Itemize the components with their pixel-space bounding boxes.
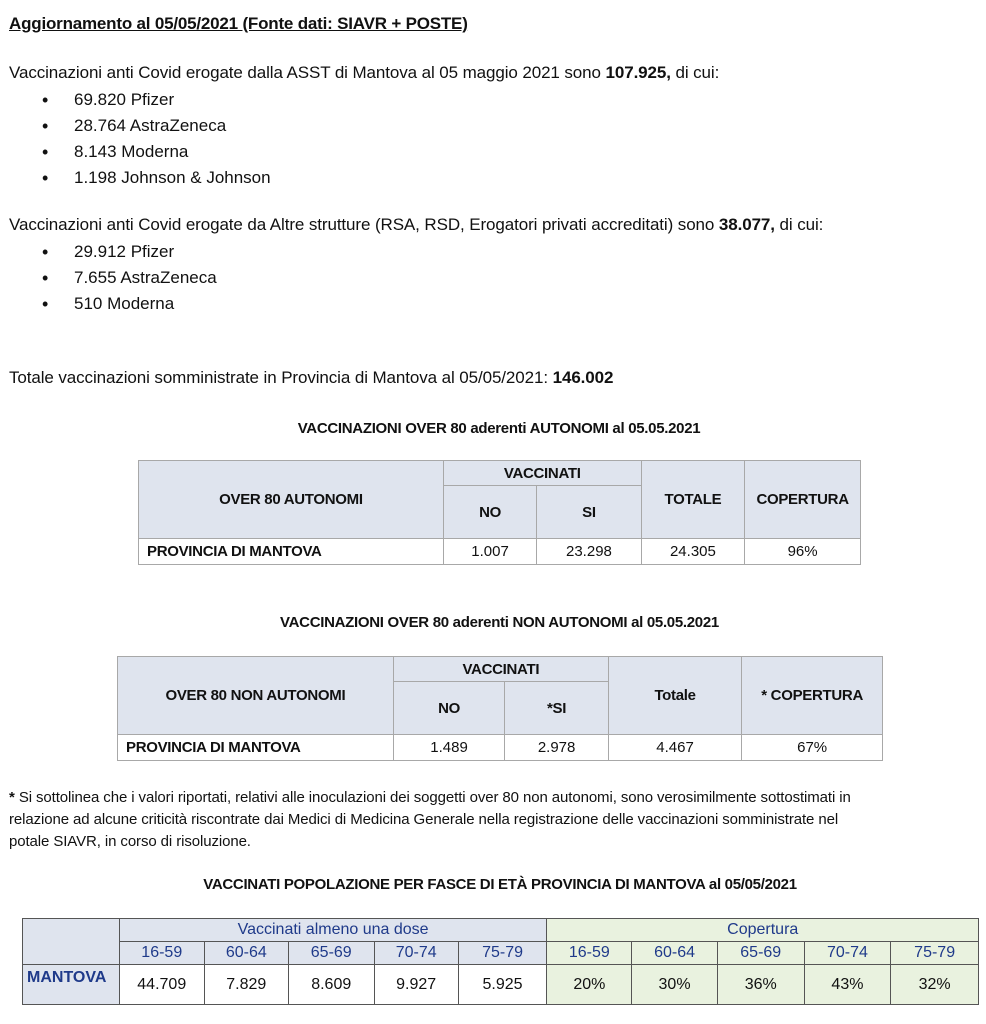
- table3-copertura-value: 30%: [632, 965, 718, 1005]
- table3-vaccinati-value: 5.925: [458, 965, 547, 1005]
- asst-total: 107.925,: [605, 63, 671, 82]
- footnote-line-3: potale SIAVR, in corso di risoluzione.: [9, 833, 251, 850]
- table1-si-value: 23.298: [537, 539, 641, 565]
- altre-text: Vaccinazioni anti Covid erogate da Altre strutture (RSA, RSD, Erogatori privati accreditati) sono: [9, 215, 719, 234]
- table3-age-header: 16-59: [547, 942, 632, 965]
- table3-vaccinati-value: 7.829: [204, 965, 288, 1005]
- table1-no-value: 1.007: [443, 539, 536, 565]
- table2-si-header: *SI: [505, 682, 609, 735]
- table3-age-header: 75-79: [458, 942, 547, 965]
- table1-copertura-value: 96%: [745, 539, 861, 565]
- table2-totale-value: 4.467: [608, 735, 741, 761]
- table2-group-vaccinati: VACCINATI: [393, 657, 608, 682]
- table3-group-vaccinati: Vaccinati almeno una dose: [119, 919, 547, 942]
- totale-value: 146.002: [552, 368, 614, 387]
- totale-text: Totale vaccinazioni somministrate in Provincia di Mantova al 05/05/2021:: [9, 368, 553, 387]
- table2-totale-header: Totale: [608, 657, 741, 735]
- table2-si-value: 2.978: [505, 735, 609, 761]
- footnote-line-2: relazione ad alcune criticità riscontrate dai Medici di Medicina Generale nella registrazione delle vaccinazioni somministrate nel: [9, 811, 839, 828]
- table1-copertura-header: COPERTURA: [745, 461, 861, 539]
- altre-list: [0, 239, 217, 317]
- list-item: • 1.198 Johnson & Johnson: [0, 165, 271, 191]
- table3-age-header: 65-69: [288, 942, 374, 965]
- list-item: • 510 Moderna: [0, 291, 217, 317]
- table-row: [23, 965, 979, 1005]
- page-heading: Aggiornamento al 05/05/2021 (Fonte dati: SIAVR + POSTE): [9, 14, 468, 33]
- table1-no-header: NO: [443, 486, 536, 539]
- table3-copertura-value: 43%: [804, 965, 891, 1005]
- totale-paragraph: [9, 368, 613, 388]
- asst-list: [0, 87, 271, 191]
- table3-vaccinati-value: 8.609: [288, 965, 374, 1005]
- asst-suffix: di cui:: [670, 63, 720, 82]
- table1-group-vaccinati: VACCINATI: [443, 461, 641, 486]
- altre-paragraph: [9, 215, 823, 235]
- table1-totale-header: TOTALE: [641, 461, 745, 539]
- table3-vaccinati-value: 44.709: [119, 965, 204, 1005]
- table1-caption: VACCINAZIONI OVER 80 aderenti AUTONOMI al 05.05.2021: [297, 420, 701, 437]
- table3-age-header: 70-74: [374, 942, 458, 965]
- list-item: • 8.143 Moderna: [0, 139, 271, 165]
- table2-col-label: OVER 80 NON AUTONOMI: [118, 657, 394, 735]
- table3-age-header: 60-64: [204, 942, 288, 965]
- table3-row-label: MANTOVA: [23, 965, 120, 1005]
- table3-caption: VACCINATI POPOLAZIONE PER FASCE DI ETÀ PROVINCIA DI MANTOVA al 05/05/2021: [203, 876, 797, 893]
- altre-suffix: di cui:: [774, 215, 824, 234]
- table2-no-header: NO: [393, 682, 505, 735]
- table2-copertura-value: 67%: [742, 735, 883, 761]
- table1-col-label: OVER 80 AUTONOMI: [139, 461, 444, 539]
- table1-si-header: SI: [537, 486, 641, 539]
- table3-vaccinati-value: 9.927: [374, 965, 458, 1005]
- table-fasce-eta: [22, 918, 979, 1005]
- table3-age-header: 65-69: [717, 942, 804, 965]
- asst-paragraph: [9, 63, 719, 83]
- table-row: [139, 539, 861, 565]
- list-item: • 7.655 AstraZeneca: [0, 265, 217, 291]
- footnote-line-1: * Si sottolinea che i valori riportati, relativi alle inoculazioni dei soggetti over 80 non autonomi, sono verosimilmente sottostimati in: [9, 789, 851, 806]
- table2-copertura-header: * COPERTURA: [742, 657, 883, 735]
- table3-age-header: 60-64: [632, 942, 718, 965]
- table3-group-copertura: Copertura: [547, 919, 979, 942]
- table2-no-value: 1.489: [393, 735, 505, 761]
- table2-caption: VACCINAZIONI OVER 80 aderenti NON AUTONOMI al 05.05.2021: [280, 614, 719, 631]
- table-row: [118, 735, 883, 761]
- table1-row-label: PROVINCIA DI MANTOVA: [139, 539, 444, 565]
- list-item: • 29.912 Pfizer: [0, 239, 217, 265]
- table3-corner: [23, 919, 120, 965]
- table2-row-label: PROVINCIA DI MANTOVA: [118, 735, 394, 761]
- list-item: • 69.820 Pfizer: [0, 87, 271, 113]
- table3-age-header: 70-74: [804, 942, 891, 965]
- table1-totale-value: 24.305: [641, 539, 745, 565]
- table-over80-autonomi: [138, 460, 861, 565]
- table-over80-non-autonomi: [117, 656, 883, 761]
- footnote-star: *: [9, 789, 15, 806]
- asst-text: Vaccinazioni anti Covid erogate dalla ASST di Mantova al 05 maggio 2021 sono: [9, 63, 606, 82]
- table3-copertura-value: 32%: [891, 965, 979, 1005]
- table3-copertura-value: 20%: [547, 965, 632, 1005]
- table3-copertura-value: 36%: [717, 965, 804, 1005]
- footnote: [9, 787, 986, 853]
- table3-age-header: 75-79: [891, 942, 979, 965]
- table3-age-header: 16-59: [119, 942, 204, 965]
- altre-total: 38.077,: [718, 215, 775, 234]
- list-item: • 28.764 AstraZeneca: [0, 113, 271, 139]
